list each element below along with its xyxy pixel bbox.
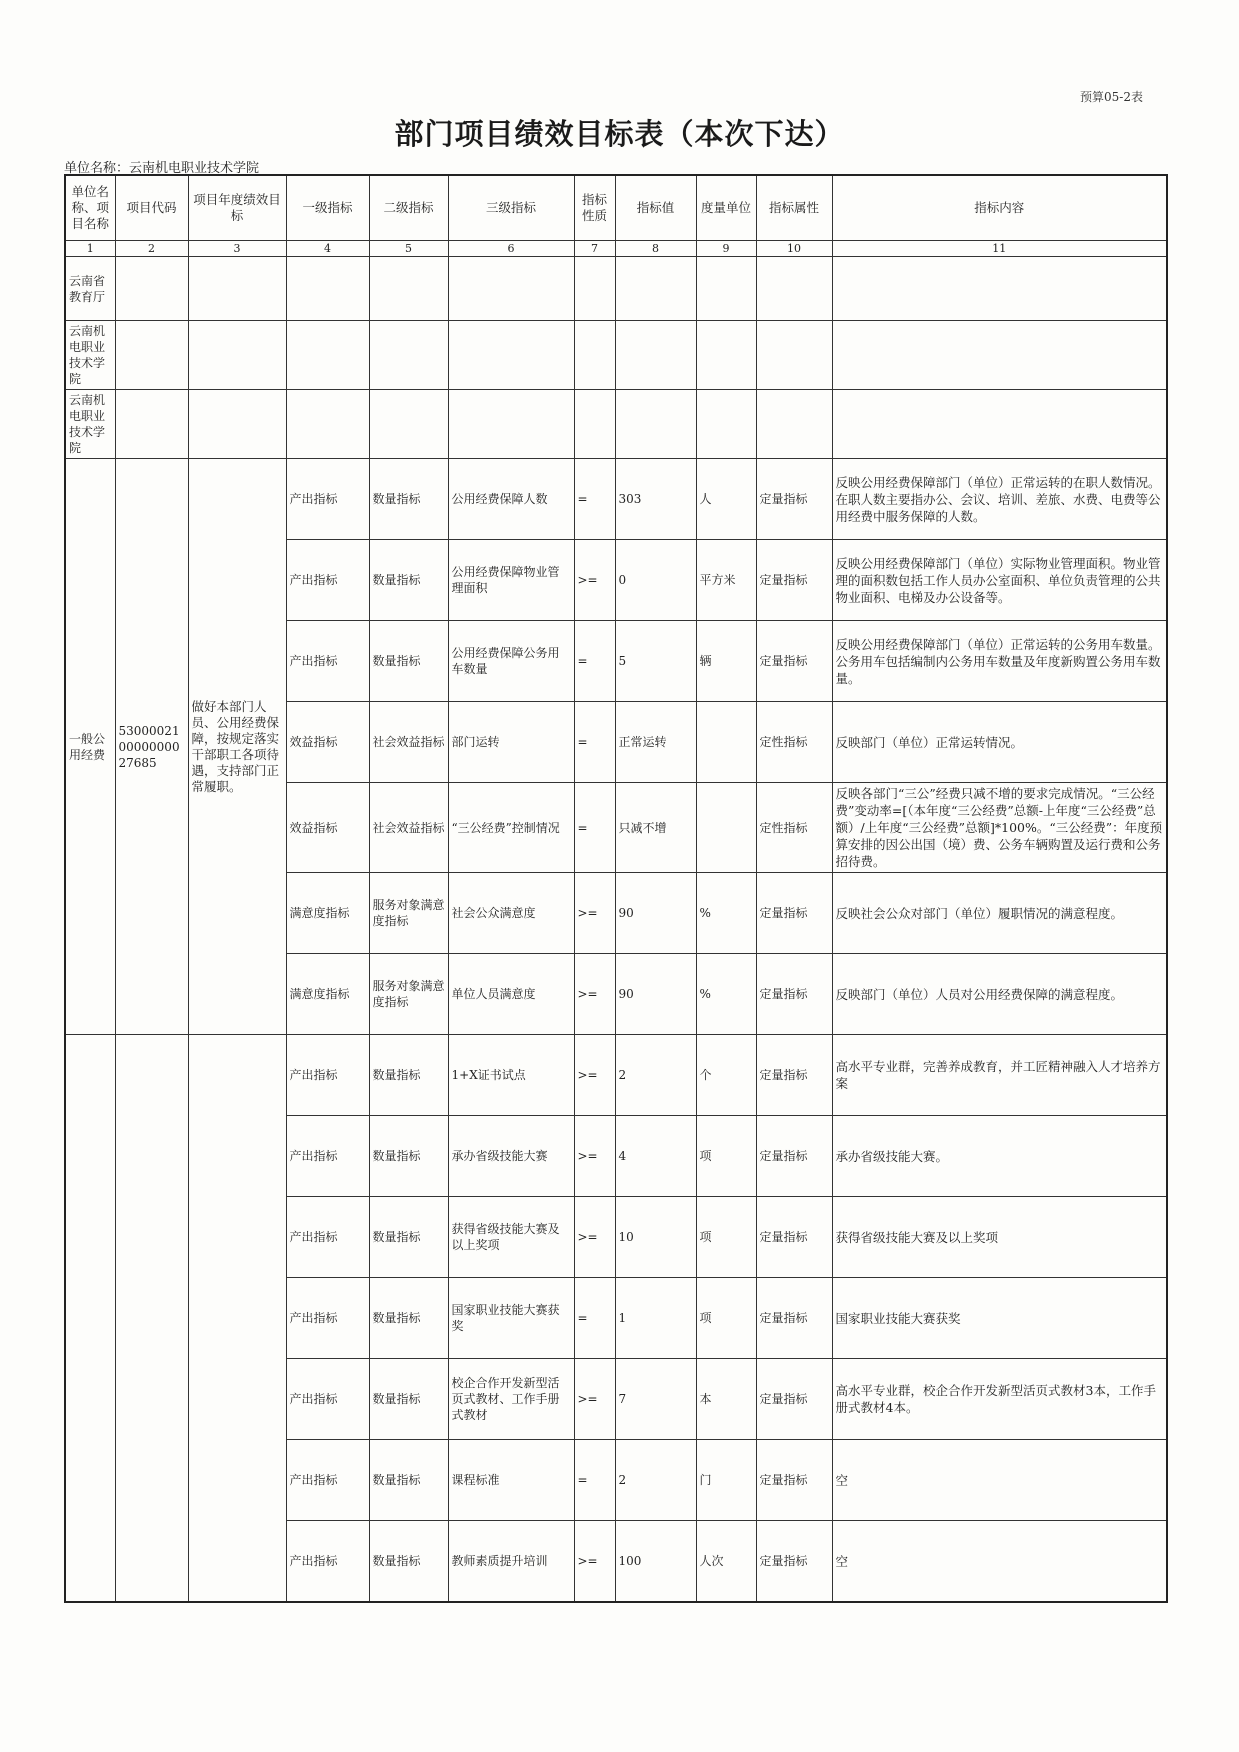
indicator-value: 303 <box>615 459 696 540</box>
level1-indicator: 产出指标 <box>286 459 369 540</box>
level2-indicator: 数量指标 <box>369 1440 448 1521</box>
indicator-operator: >= <box>574 873 615 954</box>
page-title: 部门项目绩效目标表（本次下达） <box>394 117 845 151</box>
level3-indicator: 承办省级技能大赛 <box>448 1116 574 1197</box>
indicator-attribute: 定量指标 <box>756 1116 832 1197</box>
level3-indicator: 国家职业技能大赛获奖 <box>448 1278 574 1359</box>
project-code <box>115 1035 188 1603</box>
col-number: 4 <box>286 241 369 257</box>
level1-indicator: 效益指标 <box>286 702 369 783</box>
level2-indicator: 数量指标 <box>369 1116 448 1197</box>
indicator-operator: = <box>574 621 615 702</box>
indicator-attribute: 定量指标 <box>756 1278 832 1359</box>
indicator-content: 承办省级技能大赛。 <box>832 1116 1167 1197</box>
level3-indicator: 单位人员满意度 <box>448 954 574 1035</box>
performance-table <box>64 174 1168 1603</box>
dept-name: 云南机电职业技术学院 <box>65 321 115 390</box>
level2-indicator: 数量指标 <box>369 1359 448 1440</box>
indicator-row <box>65 1035 1167 1116</box>
level2-indicator: 数量指标 <box>369 1197 448 1278</box>
indicator-content: 高水平专业群，校企合作开发新型活页式教材3本，工作手册式教材4本。 <box>832 1359 1167 1440</box>
level1-indicator: 产出指标 <box>286 1278 369 1359</box>
unit-name: 云南机电职业技术学院 <box>129 161 260 176</box>
project-name: 一般公用经费 <box>65 459 115 1035</box>
indicator-unit: 人次 <box>696 1521 756 1603</box>
level1-indicator: 产出指标 <box>286 1035 369 1116</box>
level3-indicator: 课程标准 <box>448 1440 574 1521</box>
level1-indicator: 产出指标 <box>286 621 369 702</box>
indicator-unit: 人 <box>696 459 756 540</box>
project-name <box>65 1035 115 1603</box>
indicator-attribute: 定量指标 <box>756 1197 832 1278</box>
col-number: 10 <box>756 241 832 257</box>
indicator-value: 7 <box>615 1359 696 1440</box>
indicator-content: 空 <box>832 1521 1167 1603</box>
level2-indicator: 社会效益指标 <box>369 702 448 783</box>
indicator-attribute: 定量指标 <box>756 873 832 954</box>
indicator-unit: % <box>696 954 756 1035</box>
indicator-unit: 个 <box>696 1035 756 1116</box>
indicator-content: 高水平专业群，完善养成教育，并工匠精神融入人才培养方案 <box>832 1035 1167 1116</box>
level1-indicator: 产出指标 <box>286 540 369 621</box>
col-number: 2 <box>115 241 188 257</box>
level3-indicator: 教师素质提升培训 <box>448 1521 574 1603</box>
indicator-operator: >= <box>574 1197 615 1278</box>
col-header: 三级指标 <box>448 175 574 241</box>
indicator-operator: >= <box>574 954 615 1035</box>
indicator-value: 4 <box>615 1116 696 1197</box>
header-row <box>65 175 1167 241</box>
level3-indicator: 校企合作开发新型活页式教材、工作手册式教材 <box>448 1359 574 1440</box>
indicator-operator: >= <box>574 1359 615 1440</box>
level3-indicator: 1+X证书试点 <box>448 1035 574 1116</box>
level3-indicator: 公用经费保障人数 <box>448 459 574 540</box>
level2-indicator: 数量指标 <box>369 621 448 702</box>
indicator-unit <box>696 702 756 783</box>
dept-row <box>65 390 1167 459</box>
indicator-unit: 辆 <box>696 621 756 702</box>
indicator-content: 反映社会公众对部门（单位）履职情况的满意程度。 <box>832 873 1167 954</box>
indicator-unit: 本 <box>696 1359 756 1440</box>
indicator-value: 1 <box>615 1278 696 1359</box>
indicator-content: 反映公用经费保障部门（单位）正常运转的在职人数情况。在职人数主要指办公、会议、培训、差旅、水费、电费等公用经费中服务保障的人数。 <box>832 459 1167 540</box>
level2-indicator: 数量指标 <box>369 1521 448 1603</box>
indicator-operator: >= <box>574 1116 615 1197</box>
indicator-attribute: 定量指标 <box>756 1440 832 1521</box>
level1-indicator: 产出指标 <box>286 1197 369 1278</box>
indicator-unit: 项 <box>696 1278 756 1359</box>
indicator-operator: >= <box>574 1521 615 1603</box>
indicator-operator: >= <box>574 1035 615 1116</box>
indicator-value: 2 <box>615 1035 696 1116</box>
indicator-attribute: 定性指标 <box>756 702 832 783</box>
col-number: 5 <box>369 241 448 257</box>
indicator-attribute: 定量指标 <box>756 1359 832 1440</box>
level2-indicator: 服务对象满意度指标 <box>369 873 448 954</box>
indicator-attribute: 定量指标 <box>756 621 832 702</box>
col-header: 指标内容 <box>832 175 1167 241</box>
indicator-operator: = <box>574 1278 615 1359</box>
indicator-unit: % <box>696 873 756 954</box>
col-header: 项目年度绩效目标 <box>188 175 286 241</box>
indicator-content: 反映部门（单位）正常运转情况。 <box>832 702 1167 783</box>
indicator-content: 反映公用经费保障部门（单位）实际物业管理面积。物业管理的面积数包括工作人员办公室面积、单位负责管理的公共物业面积、电梯及办公设备等。 <box>832 540 1167 621</box>
project-code: 530000210000000027685 <box>115 459 188 1035</box>
indicator-unit: 项 <box>696 1116 756 1197</box>
unit-label: 单位名称： <box>64 161 130 176</box>
project-goal <box>188 1035 286 1603</box>
indicator-operator: = <box>574 459 615 540</box>
col-header: 项目代码 <box>115 175 188 241</box>
level2-indicator: 数量指标 <box>369 1035 448 1116</box>
indicator-value: 5 <box>615 621 696 702</box>
indicator-attribute: 定量指标 <box>756 459 832 540</box>
indicator-content: 反映公用经费保障部门（单位）正常运转的公务用车数量。公务用车包括编制内公务用车数量及年度新购置公务用车数量。 <box>832 621 1167 702</box>
level3-indicator: 部门运转 <box>448 702 574 783</box>
indicator-unit <box>696 783 756 873</box>
project-goal: 做好本部门人员、公用经费保障，按规定落实干部职工各项待遇，支持部门正常履职。 <box>188 459 286 1035</box>
indicator-content: 获得省级技能大赛及以上奖项 <box>832 1197 1167 1278</box>
indicator-attribute: 定性指标 <box>756 783 832 873</box>
indicator-content: 空 <box>832 1440 1167 1521</box>
indicator-value: 10 <box>615 1197 696 1278</box>
col-number: 7 <box>574 241 615 257</box>
level3-indicator: 获得省级技能大赛及以上奖项 <box>448 1197 574 1278</box>
level1-indicator: 效益指标 <box>286 783 369 873</box>
indicator-value: 90 <box>615 873 696 954</box>
level2-indicator: 数量指标 <box>369 1278 448 1359</box>
col-header: 度量单位 <box>696 175 756 241</box>
col-header: 一级指标 <box>286 175 369 241</box>
level1-indicator: 产出指标 <box>286 1440 369 1521</box>
level3-indicator: “三公经费”控制情况 <box>448 783 574 873</box>
level2-indicator: 数量指标 <box>369 459 448 540</box>
indicator-unit: 项 <box>696 1197 756 1278</box>
indicator-unit: 门 <box>696 1440 756 1521</box>
col-header: 指标值 <box>615 175 696 241</box>
col-header: 单位名称、项目名称 <box>65 175 115 241</box>
level2-indicator: 社会效益指标 <box>369 783 448 873</box>
indicator-operator: >= <box>574 540 615 621</box>
indicator-attribute: 定量指标 <box>756 1035 832 1116</box>
indicator-value: 0 <box>615 540 696 621</box>
indicator-operator: = <box>574 783 615 873</box>
col-header: 指标属性 <box>756 175 832 241</box>
indicator-operator: = <box>574 702 615 783</box>
col-header: 指标性质 <box>574 175 615 241</box>
indicator-attribute: 定量指标 <box>756 540 832 621</box>
level1-indicator: 产出指标 <box>286 1521 369 1603</box>
column-number-row <box>65 241 1167 257</box>
indicator-value: 90 <box>615 954 696 1035</box>
dept-row <box>65 321 1167 390</box>
col-number: 1 <box>65 241 115 257</box>
level3-indicator: 社会公众满意度 <box>448 873 574 954</box>
level3-indicator: 公用经费保障公务用车数量 <box>448 621 574 702</box>
indicator-attribute: 定量指标 <box>756 1521 832 1603</box>
indicator-value: 正常运转 <box>615 702 696 783</box>
col-number: 9 <box>696 241 756 257</box>
form-code: 预算05-2表 <box>1080 90 1143 104</box>
indicator-value: 只减不增 <box>615 783 696 873</box>
level2-indicator: 服务对象满意度指标 <box>369 954 448 1035</box>
level1-indicator: 满意度指标 <box>286 954 369 1035</box>
indicator-attribute: 定量指标 <box>756 954 832 1035</box>
level3-indicator: 公用经费保障物业管理面积 <box>448 540 574 621</box>
indicator-row <box>65 459 1167 540</box>
indicator-content: 国家职业技能大赛获奖 <box>832 1278 1167 1359</box>
col-number: 6 <box>448 241 574 257</box>
indicator-content: 反映部门（单位）人员对公用经费保障的满意程度。 <box>832 954 1167 1035</box>
dept-name: 云南省教育厅 <box>65 257 115 321</box>
level1-indicator: 满意度指标 <box>286 873 369 954</box>
indicator-unit: 平方米 <box>696 540 756 621</box>
col-number: 8 <box>615 241 696 257</box>
col-header: 二级指标 <box>369 175 448 241</box>
indicator-operator: = <box>574 1440 615 1521</box>
indicator-value: 100 <box>615 1521 696 1603</box>
indicator-content: 反映各部门“三公”经费只减不增的要求完成情况。“三公经费”变动率=[（本年度“三公经费”总额-上年度“三公经费”总额）/上年度“三公经费”总额]*100%。“三公经费”：年度预算安排的因公出国（境）费、公务车辆购置及运行费和公务招待费。 <box>832 783 1167 873</box>
level1-indicator: 产出指标 <box>286 1116 369 1197</box>
indicator-value: 2 <box>615 1440 696 1521</box>
col-number: 11 <box>832 241 1167 257</box>
dept-row <box>65 257 1167 321</box>
dept-name: 云南机电职业技术学院 <box>65 390 115 459</box>
level2-indicator: 数量指标 <box>369 540 448 621</box>
level1-indicator: 产出指标 <box>286 1359 369 1440</box>
col-number: 3 <box>188 241 286 257</box>
